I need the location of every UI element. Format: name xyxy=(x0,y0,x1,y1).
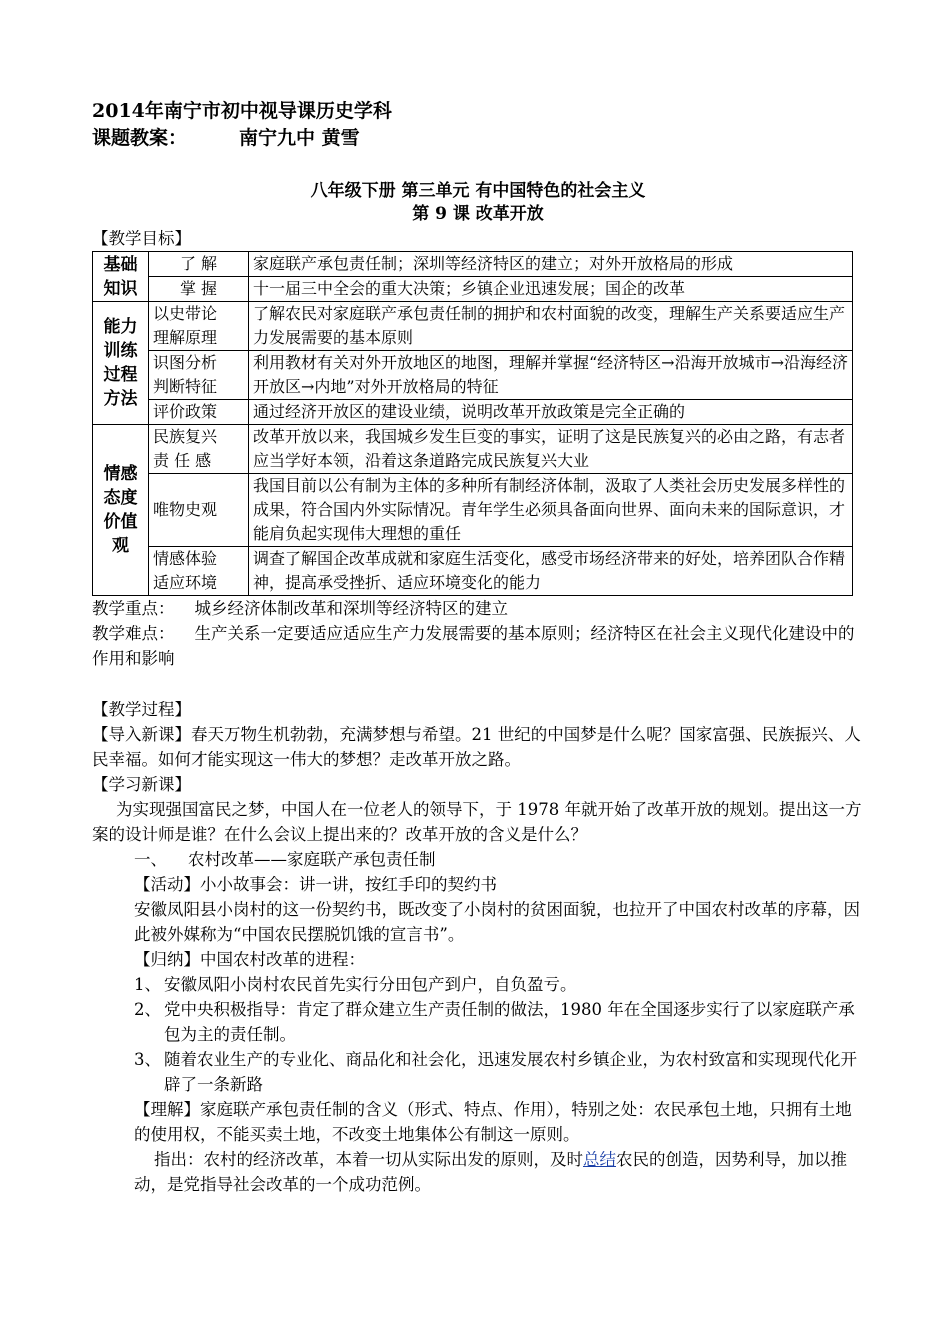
sub-cell: 民族复兴责 任 感 xyxy=(149,425,249,474)
content-cell: 利用教材有关对外开放地区的地图，理解并掌握“经济特区→沿海开放城市→沿海经济开放区→内地”对外开放格局的特征 xyxy=(249,351,853,400)
lesson-unit: 八年级下册 第三单元 有中国特色的社会主义 xyxy=(310,181,646,201)
sub-cell: 了 解 xyxy=(149,252,249,277)
content-cell: 改革开放以来，我国城乡发生巨变的事实，证明了这是民族复兴的必由之路，有志者应当学好本领，沿着这条道路完成民族复兴大业 xyxy=(249,425,853,474)
sub-cell: 以史带论理解原理 xyxy=(149,302,249,351)
document-page xyxy=(92,98,864,1197)
objectives-table xyxy=(92,251,853,596)
sub-cell: 唯物史观 xyxy=(149,474,249,547)
summary-link[interactable]: 总结 xyxy=(583,1150,616,1169)
table-row xyxy=(93,252,853,277)
sub-cell: 识图分析判断特征 xyxy=(149,351,249,400)
sub-cell: 掌 握 xyxy=(149,277,249,302)
new-lesson-label: 【学习新课】 xyxy=(92,775,191,794)
content-cell: 十一届三中全会的重大决策；乡镇企业迅速发展；国企的改革 xyxy=(249,277,853,302)
point-out: 指出：农村的经济改革，本着一切从实际出发的原则，及时总结农民的创造，因势利导，加以推动，是党指导社会改革的一个成功范例。 xyxy=(134,1150,847,1194)
section-1-heading: 一、 农村改革——家庭联产承包责任制 xyxy=(134,850,436,869)
paragraph-1: 为实现强国富民之梦，中国人在一位老人的领导下，于 1978 年就开始了改革开放的规划。提出这一方案的设计师是谁？在什么会议上提出来的？改革开放的含义是什么？ xyxy=(92,800,862,844)
content-cell: 通过经济开放区的建设业绩，说明改革开放政策是完全正确的 xyxy=(249,400,853,425)
intro-paragraph: 【导入新课】春天万物生机勃勃，充满梦想与希望。21 世纪的中国梦是什么呢？国家富强、民族振兴、人民幸福。如何才能实现这一伟大的梦想？走改革开放之路。 xyxy=(92,725,861,769)
list-item: 1、 安徽凤阳小岗村农民首先实行分田包产到户，自负盈亏。 xyxy=(134,975,577,994)
understand: 【理解】家庭联产承包责任制的含义（形式、特点、作用），特别之处：农民承包土地，只拥有土地的使用权，不能买卖土地，不改变土地集体公有制这一原则。 xyxy=(134,1100,852,1144)
table-row xyxy=(93,474,853,547)
difficulty: 教学难点： 生产关系一定要适应适应生产力发展需要的基本原则；经济特区在社会主义现代化建设中的作用和影响 xyxy=(92,624,855,668)
table-row xyxy=(93,351,853,400)
list-item: 2、 党中央积极指导：肯定了群众建立生产责任制的做法，1980 年在全国逐步实行了以家庭联产承包为主的责任制。 xyxy=(134,1000,855,1044)
sub-cell: 情感体验适应环境 xyxy=(149,547,249,596)
content-cell: 调查了解国企改革成就和家庭生活变化，感受市场经济带来的好处，培养团队合作精神，提高承受挫折、适应环境变化的能力 xyxy=(249,547,853,596)
header-author: 南宁九中 黄雪 xyxy=(239,127,360,149)
lesson-title: 第 9 课 改革开放 xyxy=(412,204,544,224)
activity-text: 安徽凤阳县小岗村的这一份契约书，既改变了小岗村的贫困面貌，也拉开了中国农村改革的序幕，因此被外媒称为“中国农民摆脱饥饿的宣言书”。 xyxy=(134,900,860,944)
summary: 【归纳】中国农村改革的进程： xyxy=(134,950,365,969)
header-line-1: 2014年南宁市初中视导课历史学科 xyxy=(92,100,392,122)
table-row xyxy=(93,547,853,596)
activity: 【活动】小小故事会：讲一讲，按红手印的契约书 xyxy=(134,875,497,894)
content-cell: 家庭联产承包责任制；深圳等经济特区的建立；对外开放格局的形成 xyxy=(249,252,853,277)
table-row xyxy=(93,400,853,425)
category-cell: 基础知识 xyxy=(93,252,149,302)
list-item: 3、 随着农业生产的专业化、商品化和社会化，迅速发展农村乡镇企业，为农村致富和实现现代化开辟了一条新路 xyxy=(134,1050,857,1094)
category-cell: 情感态度价值观 xyxy=(93,425,149,596)
table-row xyxy=(93,277,853,302)
header-label: 课题教案： xyxy=(92,127,188,149)
content-cell: 了解农民对家庭联产承包责任制的拥护和农村面貌的改变，理解生产关系要适应生产力发展需要的基本原则 xyxy=(249,302,853,351)
header-line-2 xyxy=(92,125,864,152)
sub-cell: 评价政策 xyxy=(149,400,249,425)
table-row xyxy=(93,302,853,351)
category-cell: 能力训练过程方法 xyxy=(93,302,149,425)
content-cell: 我国目前以公有制为主体的多种所有制经济体制，汲取了人类社会历史发展多样性的成果，符合国内外实际情况。青年学生必须具备面向世界、面向未来的国际意识，才能肩负起实现伟大理想的重任 xyxy=(249,474,853,547)
key-point: 教学重点： 城乡经济体制改革和深圳等经济特区的建立 xyxy=(92,599,508,618)
table-row xyxy=(93,425,853,474)
objectives-label: 【教学目标】 xyxy=(92,229,191,248)
process-label: 【教学过程】 xyxy=(92,700,191,719)
